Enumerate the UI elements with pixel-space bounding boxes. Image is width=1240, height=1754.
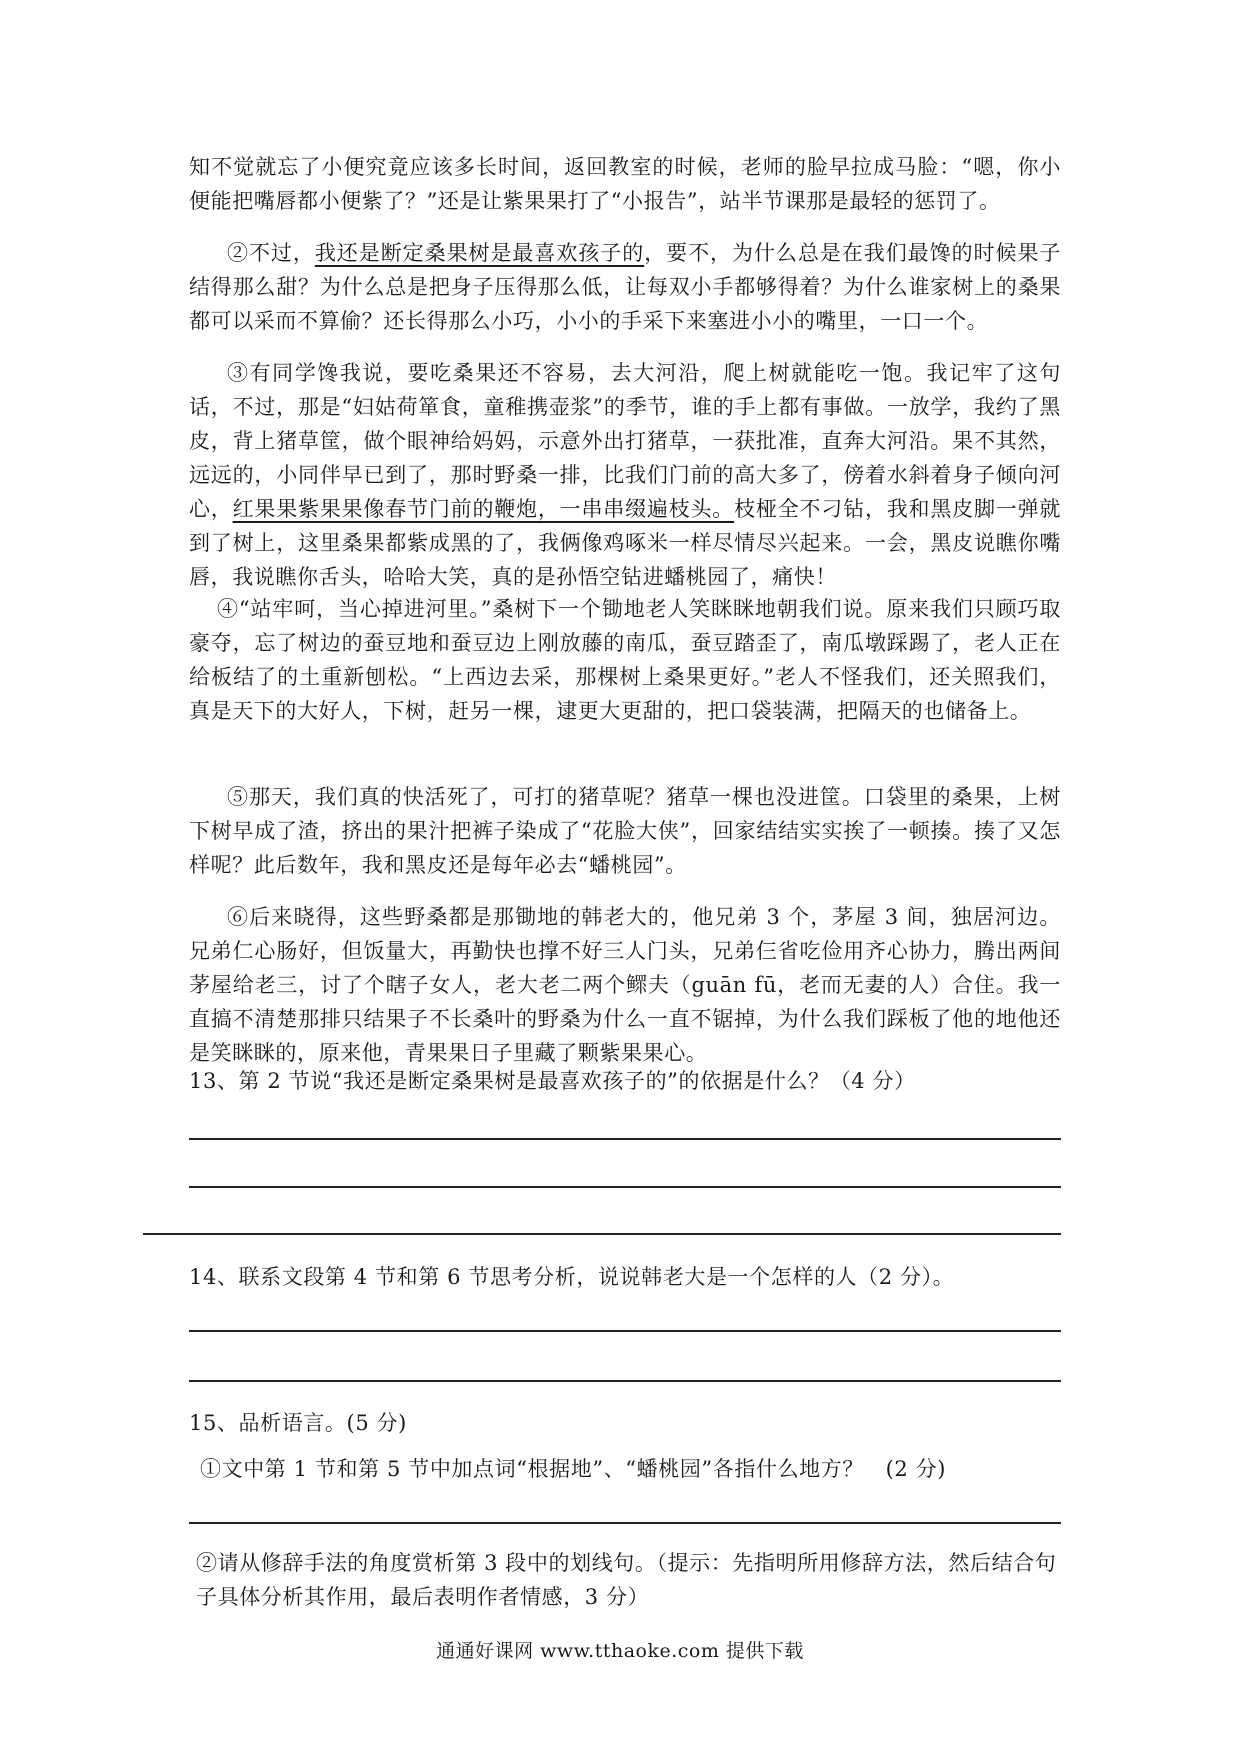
paragraph-5 [189,780,1061,882]
paragraph-5-text: ⑤那天，我们真的快活死了，可打的猪草呢？猪草一棵也没进筐。口袋里的桑果，上树下树早成了渣，挤出的果汁把裤子染成了“花脸大侠”，回家结结实实挨了一顿揍。揍了又怎样呢？此后数年，我和黑皮还是每年必去“蟠桃园”。 [189,785,1061,877]
paragraph-4-text: ④“站牢呵，当心掉进河里。”桑树下一个锄地老人笑眯眯地朝我们说。原来我们只顾巧取豪夺，忘了树边的蚕豆地和蚕豆边上刚放藤的南瓜，蚕豆踏歪了，南瓜墩踩踢了，老人正在给板结了的土重新刨松。“上西边去采，那棵树上桑果更好。”老人不怪我们，还关照我们，真是天下的大好人，下树，赶另一棵，逮更大更甜的，把口袋装满，把隔天的也储备上。 [189,597,1061,723]
paragraph-6 [189,900,1061,1070]
paragraph-2 [189,236,1061,338]
paragraph-4 [189,592,1061,728]
question-15-part-1: ①文中第 1 节和第 5 节中加点词“根据地”、“蟠桃园”各指什么地方？ (2 分) [200,1457,946,1481]
paragraph-2-underlined-sentence: 我还是断定桑果树是最喜欢孩子的 [314,241,645,265]
answer-line-q13-3[interactable] [143,1233,1061,1235]
answer-line-q13-2[interactable] [189,1186,1061,1188]
answer-line-q13-1[interactable] [189,1138,1061,1140]
question-14: 14、联系文段第 4 节和第 6 节思考分析，说说韩老大是一个怎样的人（2 分）。 [189,1265,955,1289]
paragraph-1-text: 知不觉就忘了小便究竟应该多长时间，返回教室的时候，老师的脸早拉成马脸：“嗯，你小便能把嘴唇都小便紫了？”还是让紫果果打了“小报告”，站半节课那是最轻的惩罚了。 [189,155,1061,213]
paragraph-3-underlined-sentence: 红果果紫果果像春节门前的鞭炮，一串串缀遍枝头。 [232,497,735,521]
question-15: 15、品析语言。(5 分) [189,1411,407,1435]
paragraph-2-text-a: ②不过， [227,241,315,265]
answer-line-q14-2[interactable] [189,1380,1061,1382]
answer-line-q14-1[interactable] [189,1330,1061,1332]
paragraph-6-text: ⑥后来晓得，这些野桑都是那锄地的韩老大的，他兄弟 3 个，茅屋 3 间，独居河边。兄弟仁心肠好，但饭量大，再勤快也撑不好三人门头，兄弟仨省吃俭用齐心协力，腾出两间茅屋给老三，讨了个瞎子女人，老大老二两个鳏夫（guān fū，老而无妻的人）合住。我一直搞不清楚那排只结果子不长桑叶的野桑为什么一直不锯掉，为什么我们踩板了他的地他还是笑眯眯的，原来他，青果果日子里藏了颗紫果果心。 [189,905,1061,1065]
question-15-part-2: ②请从修辞手法的角度赏析第 3 段中的划线句。（提示：先指明所用修辞方法，然后结合句子具体分析其作用，最后表明作者情感，3 分） [196,1551,1057,1609]
page-footer: 通通好课网 www.tthaoke.com 提供下载 [436,1640,804,1662]
paragraph-2-text-b: ，要不，为什么总是在我们最馋的时候果子结得那么甜？为什么总是把身子压得那么低，让每双小手都够得着？为什么谁家树上的桑果都可以采而不算偷？还长得那么小巧，小小的手采下来塞进小小的嘴里，一口一个。 [189,241,1062,333]
paragraph-3-text-a: ③有同学馋我说，要吃桑果还不容易，去大河沿，爬上树就能吃一饱。我记牢了这句话，不过，那是“妇姑荷箪食，童稚携壶浆”的季节，谁的手上都有事做。一放学，我约了黑皮，背上猪草筐，做个眼神给妈妈，示意外出打猪草，一获批准，直奔大河沿。果不其然，远远的，小同伴早已到了，那时野桑一排，比我们门前的高大多了，傍着水斜着身子倾向河心， [189,361,1061,521]
paragraph-3 [189,356,1061,594]
paragraph-3-text-b: 枝桠全不刁钻，我和黑皮脚一弹就到了树上，这里桑果都紫成黑的了，我俩像鸡啄米一样尽情尽兴起来。一会，黑皮说瞧你嘴唇，我说瞧你舌头，哈哈大笑，真的是孙悟空钻进蟠桃园了，痛快！ [189,497,1061,589]
answer-line-q15-1[interactable] [189,1522,1061,1524]
paragraph-1 [189,150,1061,218]
question-13: 13、第 2 节说“我还是断定桑果树是最喜欢孩子的”的依据是什么？（4 分） [189,1069,916,1093]
